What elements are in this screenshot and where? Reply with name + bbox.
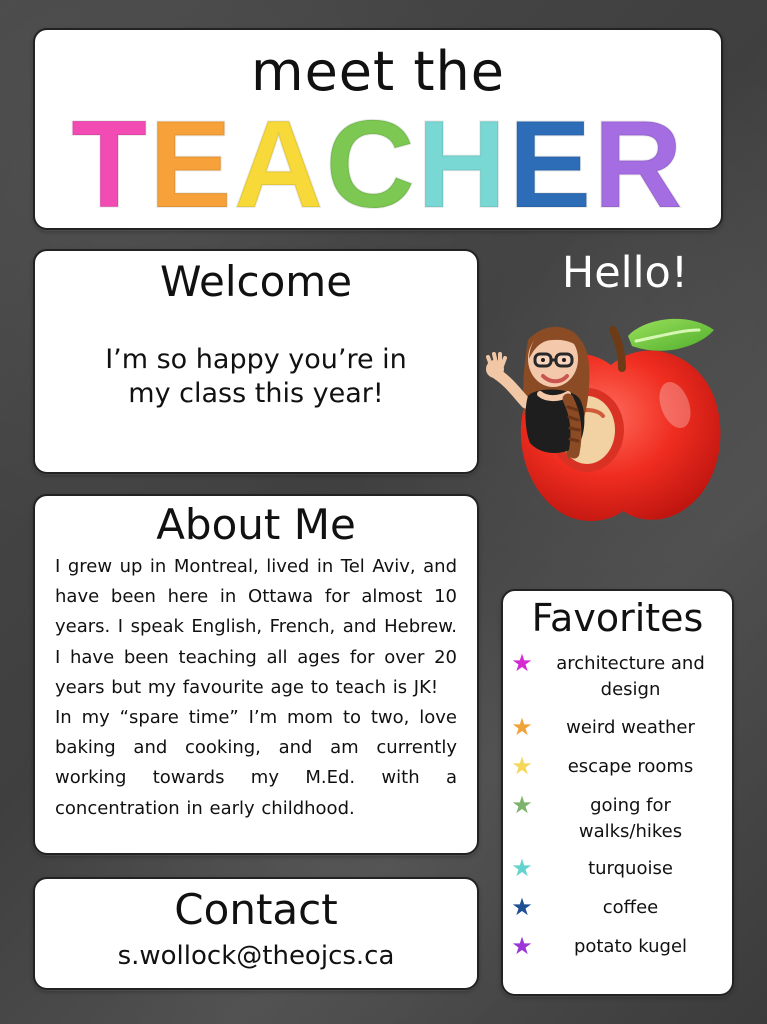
title-letter: H <box>416 96 509 234</box>
favorite-label: going for walks/hikes <box>578 795 683 842</box>
favorite-label: weird weather <box>566 717 695 738</box>
about-body <box>55 552 457 824</box>
title-letter: T <box>71 96 150 234</box>
welcome-card <box>33 249 479 474</box>
favorite-label: architecture and design <box>556 653 705 700</box>
star-icon: ★ <box>511 752 533 780</box>
teacher-apple-illustration <box>485 312 735 527</box>
welcome-heading: Welcome <box>159 257 353 306</box>
contact-card <box>33 877 479 990</box>
about-paragraph-1: I grew up in Montreal, lived in Tel Aviv, and have been here in Ottawa for almost 10 years. I speak English, French, and Hebrew. I have been teaching all ages for over 20 years but my favourite age to teach is JK! <box>55 556 457 698</box>
favorite-label: turquoise <box>588 858 673 879</box>
contact-email: s.wollock@theojcs.ca <box>117 941 395 971</box>
contact-heading: Contact <box>174 885 338 934</box>
favorite-label: coffee <box>602 897 659 918</box>
title-letter: E <box>149 96 234 234</box>
title-letter: C <box>325 96 417 234</box>
favorite-label: escape rooms <box>567 756 694 777</box>
title-subheading: meet the <box>250 40 505 103</box>
title-main-word <box>35 96 721 234</box>
star-icon: ★ <box>511 649 533 677</box>
welcome-message: I’m so happy you’re in my class this year! <box>105 344 407 409</box>
about-paragraph-2: In my “spare time” I’m mom to two, love baking and cooking, and am currently working towards my M.Ed. with a concentration in early childhood. <box>55 707 457 819</box>
title-letter: E <box>508 96 594 234</box>
title-card <box>33 28 723 234</box>
favorites-card <box>501 589 734 996</box>
about-card <box>33 494 479 855</box>
star-icon: ★ <box>511 791 533 819</box>
star-icon: ★ <box>511 713 533 741</box>
favorites-heading: Favorites <box>531 596 704 640</box>
star-icon: ★ <box>511 854 533 882</box>
favorite-label: potato kugel <box>573 936 688 957</box>
title-letter: A <box>233 96 326 234</box>
avatar-arm <box>497 374 526 403</box>
about-heading: About Me <box>156 500 356 549</box>
star-icon: ★ <box>511 893 533 921</box>
hello-text: Hello! <box>561 248 689 298</box>
star-icon: ★ <box>511 932 533 960</box>
title-letter: R <box>593 96 685 234</box>
